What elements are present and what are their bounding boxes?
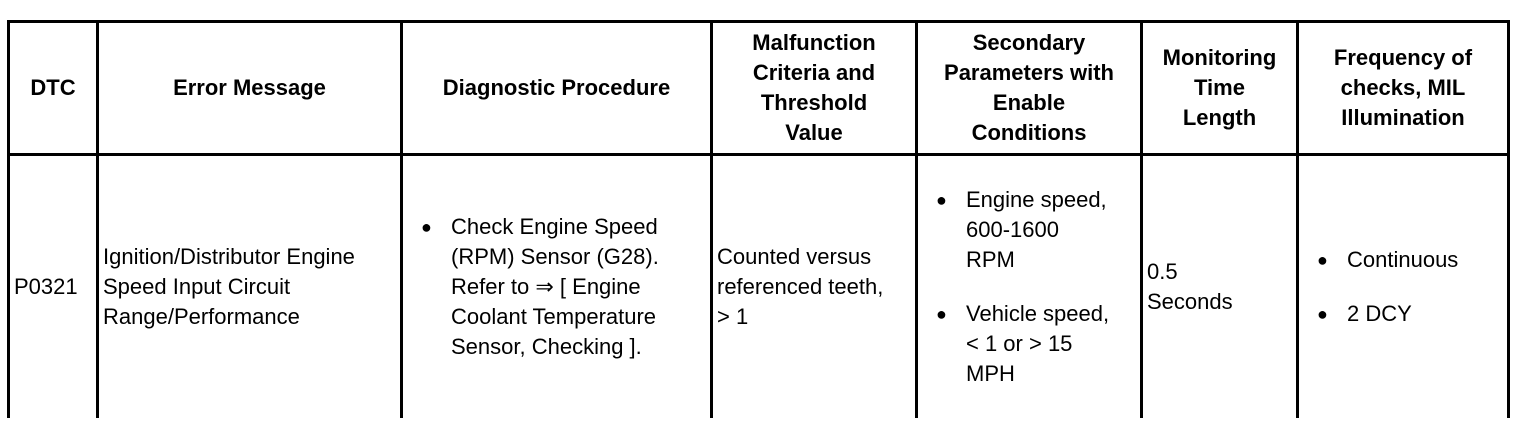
cell-error-message: Ignition/Distributor Engine Speed Input Circuit Range/Performance — [98, 155, 402, 419]
cell-secondary-parameters — [917, 155, 1142, 419]
cell-monitoring-time: 0.5 Seconds — [1142, 155, 1298, 419]
frequency-item-dcy: ● 2 DCY — [1303, 299, 1503, 329]
header-row — [9, 22, 1509, 155]
cell-malfunction-criteria: Counted versus referenced teeth, > 1 — [712, 155, 917, 419]
procedure-item: ● Check Engine Speed (RPM) Sensor (G28). Refer to ⇒ [ Engine Coolant Temperature Sensor, Checking ]. — [407, 212, 706, 362]
table-row — [9, 155, 1509, 419]
secondary-item-vehicle-speed: ● Vehicle speed, < 1 or > 15 MPH — [922, 299, 1136, 389]
secondary-list — [922, 185, 1136, 389]
header-malfunction-criteria: Malfunction Criteria and Threshold Value — [712, 22, 917, 155]
header-monitoring-time: Monitoring Time Length — [1142, 22, 1298, 155]
cell-diagnostic-procedure — [402, 155, 712, 419]
header-secondary-parameters: Secondary Parameters with Enable Conditions — [917, 22, 1142, 155]
procedure-list — [407, 212, 706, 362]
header-error-message: Error Message — [98, 22, 402, 155]
header-diagnostic-procedure: Diagnostic Procedure — [402, 22, 712, 155]
header-dtc: DTC — [9, 22, 98, 155]
frequency-list — [1303, 245, 1503, 329]
dtc-table — [7, 20, 1510, 418]
secondary-item-engine-speed: ● Engine speed, 600-1600 RPM — [922, 185, 1136, 275]
header-frequency: Frequency of checks, MIL Illumination — [1298, 22, 1509, 155]
cell-dtc-code: P0321 — [9, 155, 98, 419]
frequency-item-continuous: ● Continuous — [1303, 245, 1503, 275]
cell-frequency — [1298, 155, 1509, 419]
